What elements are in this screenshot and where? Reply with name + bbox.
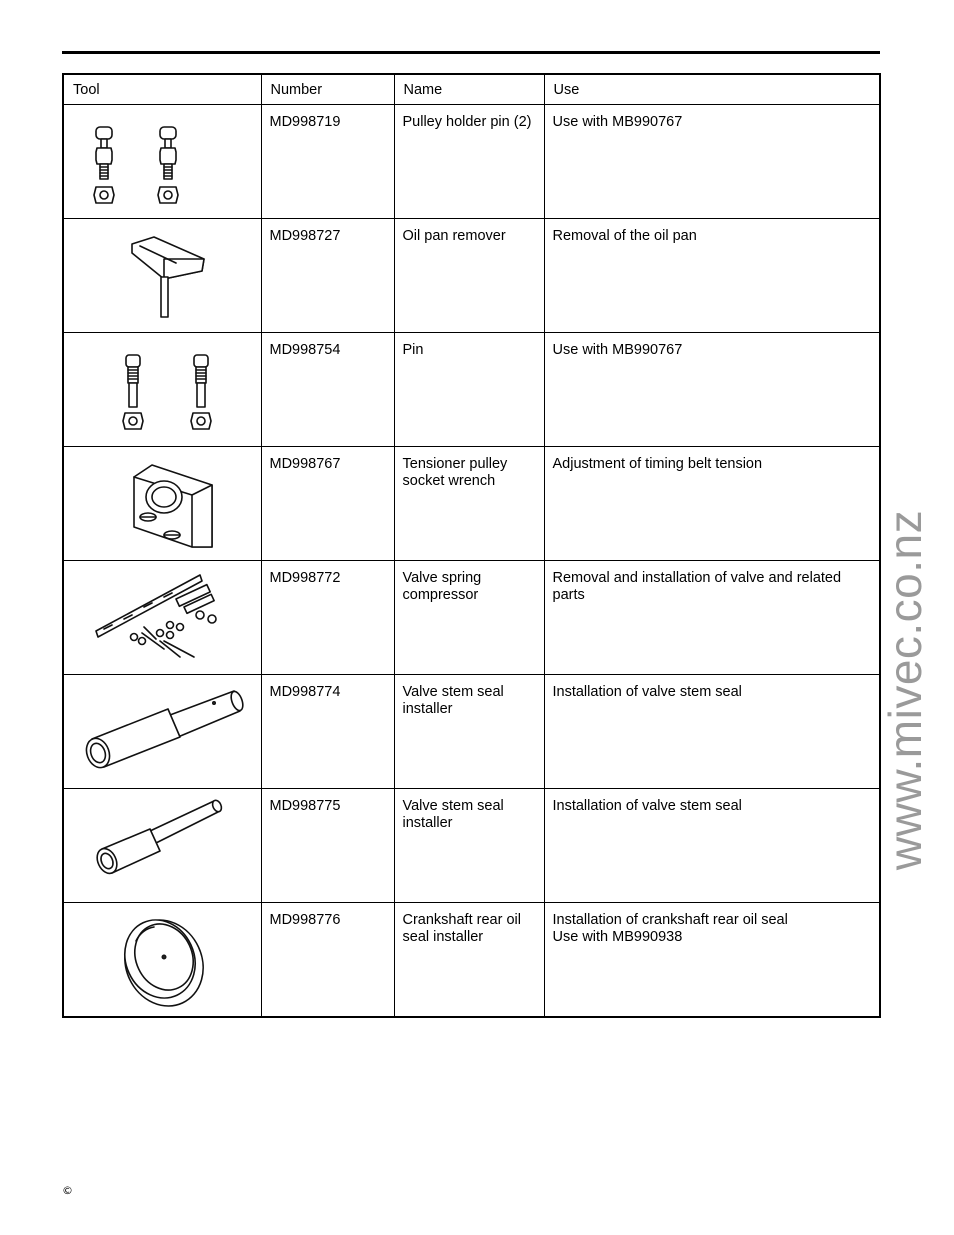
copyright-symbol: © [62, 1184, 73, 1197]
tool-image-cell [63, 560, 261, 674]
tool-name: Tensioner pulley socket wrench [394, 446, 544, 560]
tool-name: Valve stem seal installer [394, 674, 544, 788]
tool-use: Removal and installation of valve and related parts [544, 560, 880, 674]
crankshaft-rear-oil-seal-installer-icon [64, 903, 262, 1016]
table-row [63, 104, 880, 218]
tool-name: Pin [394, 332, 544, 446]
tool-use: Installation of valve stem seal [544, 674, 880, 788]
tool-number: MD998754 [261, 332, 394, 446]
header-name: Name [394, 74, 544, 104]
valve-spring-compressor-icon [64, 561, 262, 674]
header-use: Use [544, 74, 880, 104]
table-row [63, 674, 880, 788]
tool-use: Adjustment of timing belt tension [544, 446, 880, 560]
tool-number: MD998776 [261, 902, 394, 1017]
tool-use: Removal of the oil pan [544, 218, 880, 332]
watermark: www.mivec.co.nz [879, 509, 931, 871]
valve-stem-seal-installer-long-icon [64, 789, 262, 902]
tensioner-pulley-socket-wrench-icon [64, 447, 262, 560]
tool-image-cell [63, 674, 261, 788]
pin-icon [64, 333, 262, 446]
table-row [63, 560, 880, 674]
pulley-holder-pin-icon [64, 105, 262, 218]
table-header-row [63, 74, 880, 104]
tool-image-cell [63, 218, 261, 332]
tool-number: MD998772 [261, 560, 394, 674]
tool-name: Valve stem seal installer [394, 788, 544, 902]
table-row [63, 446, 880, 560]
tool-number: MD998774 [261, 674, 394, 788]
tool-number: MD998767 [261, 446, 394, 560]
table-row [63, 218, 880, 332]
table-row [63, 902, 880, 1017]
tool-number: MD998719 [261, 104, 394, 218]
tool-image-cell [63, 104, 261, 218]
header-tool: Tool [63, 74, 261, 104]
tool-name: Pulley holder pin (2) [394, 104, 544, 218]
valve-stem-seal-installer-icon [64, 675, 262, 788]
table-row [63, 332, 880, 446]
oil-pan-remover-icon [64, 219, 262, 332]
tool-image-cell [63, 446, 261, 560]
tool-use: Installation of valve stem seal [544, 788, 880, 902]
tool-use: Use with MB990767 [544, 332, 880, 446]
top-rule [62, 51, 880, 54]
tool-name: Oil pan remover [394, 218, 544, 332]
header-number: Number [261, 74, 394, 104]
table-row [63, 788, 880, 902]
tool-name: Crankshaft rear oil seal installer [394, 902, 544, 1017]
tool-name: Valve spring compressor [394, 560, 544, 674]
tool-use: Installation of crankshaft rear oil seal Use with MB990938 [544, 902, 880, 1017]
tool-image-cell [63, 332, 261, 446]
tool-image-cell [63, 788, 261, 902]
tool-number: MD998775 [261, 788, 394, 902]
tool-image-cell [63, 902, 261, 1017]
tool-use: Use with MB990767 [544, 104, 880, 218]
special-tools-table [62, 73, 881, 1018]
tool-number: MD998727 [261, 218, 394, 332]
